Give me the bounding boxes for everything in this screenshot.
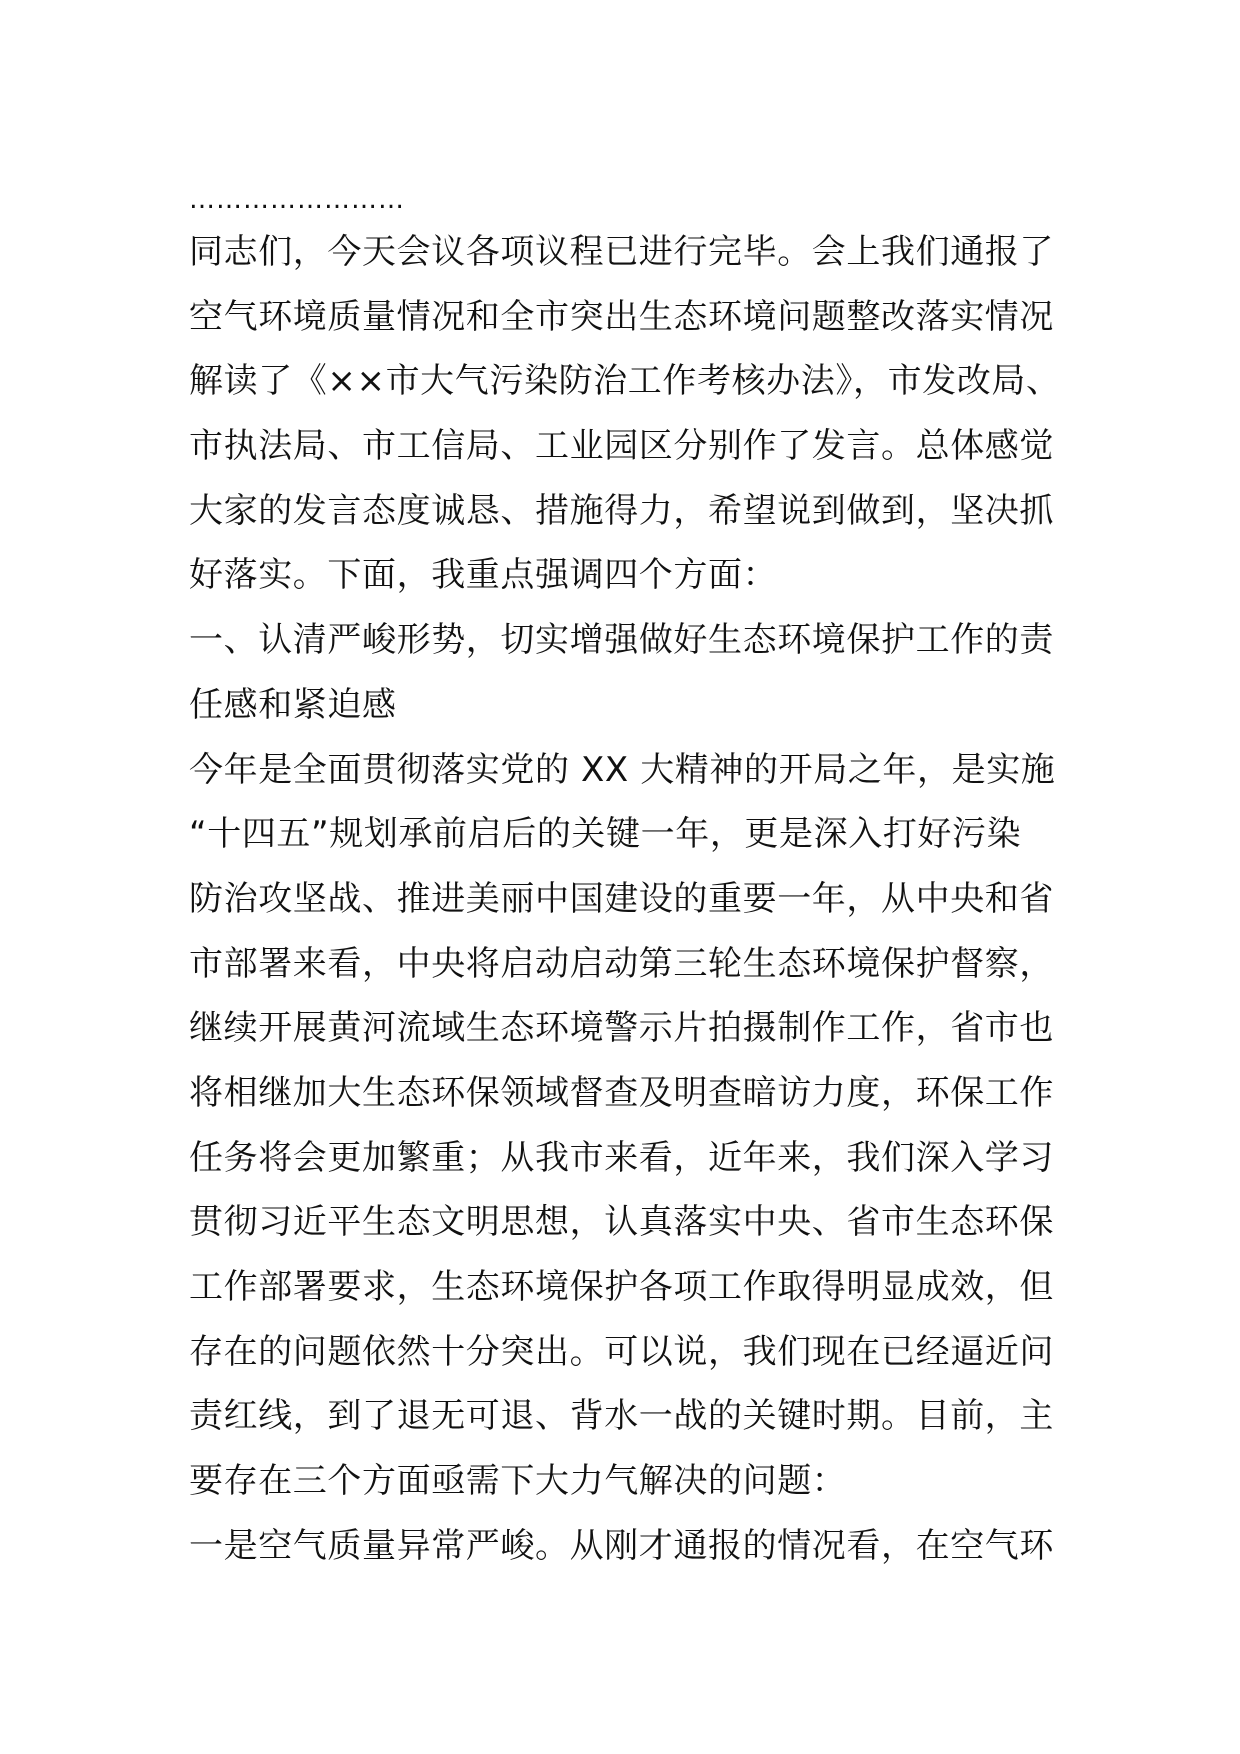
text-line: 任务将会更加繁重；从我市来看，近年来，我们深入学习 [189, 1137, 1054, 1178]
text-line: 空气环境质量情况和全市突出生态环境问题整改落实情况 [189, 296, 1054, 337]
text-line: 同志们，今天会议各项议程已进行完毕。会上我们通报了 [189, 232, 1054, 272]
text-line: 好落实。下面，我重点强调四个方面： [189, 555, 778, 596]
text-line: “十四五”规划承前启后的关键一年，更是深入打好污染 [189, 814, 1022, 855]
text-line: 今年是全面贯彻落实党的 XX 大精神的开局之年，是实施 [189, 749, 1056, 790]
text-line: 大家的发言态度诚恳、措施得力，希望说到做到，坚决抓 [189, 490, 1054, 531]
ellipsis-line: …………………… [189, 185, 405, 215]
document-body [189, 180, 1069, 1578]
text-line: 将相继加大生态环保领域督查及明查暗访力度，环保工作 [189, 1072, 1054, 1113]
text-line: 存在的问题依然十分突出。可以说，我们现在已经逼近问 [189, 1331, 1054, 1372]
text-line: 要存在三个方面亟需下大力气解决的问题： [189, 1461, 847, 1502]
text-line: 继续开展黄河流域生态环境警示片拍摄制作工作，省市也 [189, 1008, 1054, 1049]
text-line: 贯彻习近平生态文明思想，认真落实中央、省市生态环保 [189, 1202, 1054, 1243]
text-line: 防治攻坚战、推进美丽中国建设的重要一年，从中央和省 [189, 878, 1054, 919]
text-line: 工作部署要求，生态环境保护各项工作取得明显成效，但 [189, 1267, 1054, 1307]
text-line: 市部署来看，中央将启动启动第三轮生态环境保护督察， [189, 943, 1054, 984]
text-line: 解读了《××市大气污染防治工作考核办法》，市发改局、 [189, 361, 1061, 402]
section-heading-line: 一、认清严峻形势，切实增强做好生态环境保护工作的责 [189, 620, 1054, 661]
text-line: 责红线，到了退无可退、背水一战的关键时期。目前，主 [189, 1396, 1054, 1437]
text-line: 一是空气质量异常严峻。从刚才通报的情况看，在空气环 [189, 1525, 1054, 1566]
section-heading-line: 任感和紧迫感 [189, 684, 397, 725]
text-line: 市执法局、市工信局、工业园区分别作了发言。总体感觉 [189, 426, 1054, 467]
